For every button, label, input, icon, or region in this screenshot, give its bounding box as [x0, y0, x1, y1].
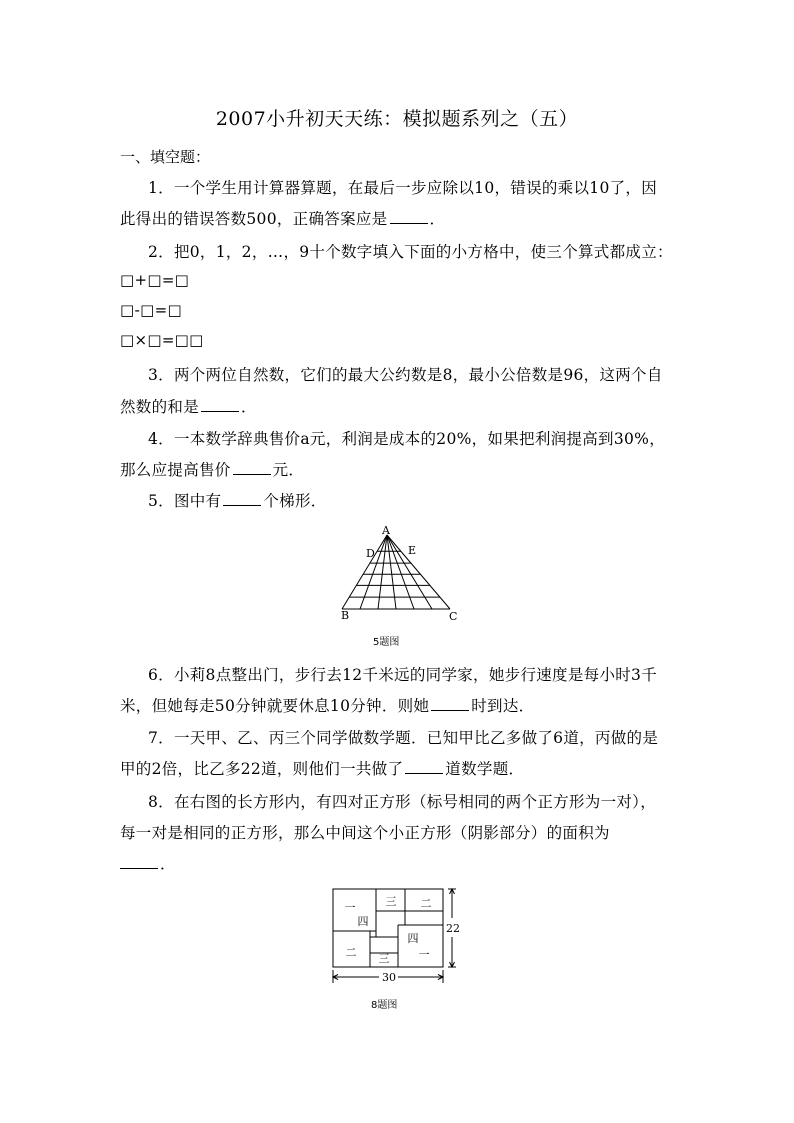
q6-line1: 6．小莉8点整出门，步行去12千米远的同学家，她步行速度是每小时3千: [148, 666, 658, 684]
q8-line3: ．: [120, 852, 176, 874]
ray-line: [387, 535, 450, 609]
figure-5-caption: 5题图: [373, 637, 400, 648]
square-label-one-b: 一: [418, 948, 430, 961]
answer-blank[interactable]: [120, 854, 158, 869]
q1-line1: 1．一个学生用计算器算题，在最后一步应除以10，错误的乘以10了，因: [148, 179, 658, 197]
answer-blank[interactable]: [405, 759, 443, 774]
q7-line2: 甲的2倍，比乙多22道，则他们一共做了 道数学题．: [120, 760, 525, 778]
q8-line1: 8．在右图的长方形内，有四对正方形（标号相同的两个正方形为一对），: [148, 793, 657, 811]
q2-equation-3: □×□=□□: [120, 331, 204, 349]
square-label-two-b: 二: [345, 946, 357, 959]
q6-line2: 米，但她每走50分钟就要休息10分钟．则她 时到达．: [120, 697, 535, 715]
label-a: A: [382, 524, 390, 537]
trapezoid-figure: [330, 520, 470, 630]
label-d: D: [366, 547, 375, 560]
answer-blank[interactable]: [223, 491, 261, 506]
rectangle-squares-figure: [328, 884, 468, 990]
q5-line1: 5．图中有 个梯形．: [148, 492, 327, 510]
label-e: E: [408, 544, 417, 557]
q8-line2: 每一对是相同的正方形，那么中间这个小正方形（阴影部分）的面积为: [120, 824, 610, 842]
label-c: C: [449, 610, 458, 623]
q3-line2: 然数的和是 ．: [120, 398, 257, 416]
section-heading: 一、填空题：: [120, 148, 211, 166]
q7-line1: 7．一天甲、乙、丙三个同学做数学题．已知甲比乙多做了6道，丙做的是: [148, 729, 659, 747]
answer-blank[interactable]: [201, 397, 239, 412]
height-label: 22: [446, 922, 460, 935]
answer-blank[interactable]: [390, 209, 428, 224]
answer-blank[interactable]: [431, 696, 469, 711]
square-label-four-b: 四: [407, 932, 419, 945]
q2-line1: 2．把0，1，2，…，9十个数字填入下面的小方格中，使三个算式都成立：: [148, 243, 673, 261]
q2-equation-2: □-□=□: [120, 301, 182, 319]
q4-line2: 那么应提高售价 元．: [120, 461, 305, 479]
q3-line1: 3．两个两位自然数，它们的最大公约数是8，最小公倍数是96，这两个自: [148, 366, 663, 384]
answer-blank[interactable]: [233, 460, 271, 475]
q2-equation-1: □+□=□: [120, 271, 190, 289]
label-b: B: [341, 609, 350, 622]
square-label-one: 一: [344, 901, 356, 914]
q4-line1: 4．一本数学辞典售价a元，利润是成本的20%，如果把利润提高到30%，: [148, 430, 666, 448]
width-label: 30: [382, 971, 396, 984]
q1-line2: 此得出的错误答数500，正确答案应是 ．: [120, 210, 446, 228]
page-title: 2007小升初天天练：模拟题系列之（五）: [215, 108, 579, 130]
square-label-three: 三: [385, 895, 397, 908]
square-label-three-b: 三: [378, 952, 390, 965]
square-label-two: 二: [420, 897, 432, 910]
square-label-four: 四: [357, 915, 369, 928]
figure-8-caption: 8题图: [371, 1000, 398, 1011]
